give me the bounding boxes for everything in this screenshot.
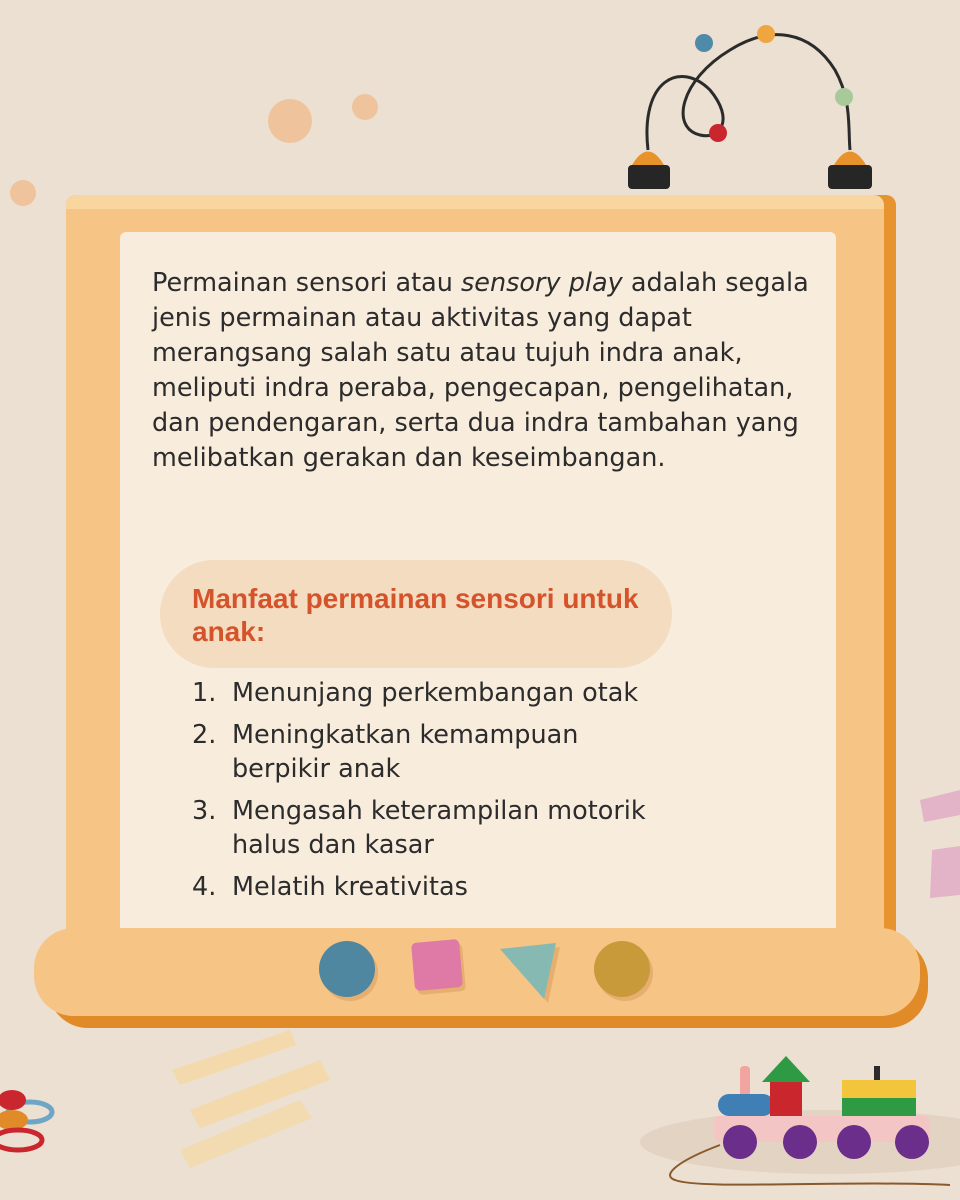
list-text: Menunjang perkembangan otak [232, 678, 639, 708]
shape-triangle-teal-icon [500, 943, 560, 1003]
benefits-list [192, 676, 752, 912]
benefits-title: Manfaat permainan sensori untuk anak: [192, 583, 639, 647]
intro-text-1: Permainan sensori atau [152, 268, 462, 298]
shape-circle-mustard-icon [594, 941, 653, 1001]
list-text: Mengasah keterampilan motorik halus dan kasar [232, 796, 646, 860]
list-item [192, 870, 752, 904]
list-text: Melatih kreativitas [232, 872, 468, 902]
list-text: Meningkatkan kemampuan berpikir anak [232, 720, 579, 784]
bead-maze-toy-icon [620, 20, 890, 200]
shape-square-pink-icon [411, 939, 466, 995]
list-item [192, 794, 752, 862]
list-number: 1. [192, 678, 217, 708]
list-number: 3. [192, 796, 217, 826]
list-number: 4. [192, 872, 217, 902]
intro-text-2: adalah segala jenis permainan atau aktivitas yang dapat merangsang salah satu atau tujuh indra anak, meliputi indra peraba, pengecapan, pengelihatan, dan pendengaran, serta dua indra tambahan yang melibatkan gerakan dan keseimbangan. [152, 268, 809, 473]
list-number: 2. [192, 720, 217, 750]
intro-paragraph [152, 266, 812, 476]
tray-shapes [310, 935, 670, 1015]
list-item [192, 676, 752, 710]
list-item [192, 718, 752, 786]
stacking-rings-icon [0, 1080, 70, 1170]
intro-italic: sensory play [461, 268, 623, 298]
board-top-edge [66, 195, 884, 209]
toy-train-icon [640, 1050, 960, 1200]
shape-circle-blue-icon [319, 941, 378, 1001]
